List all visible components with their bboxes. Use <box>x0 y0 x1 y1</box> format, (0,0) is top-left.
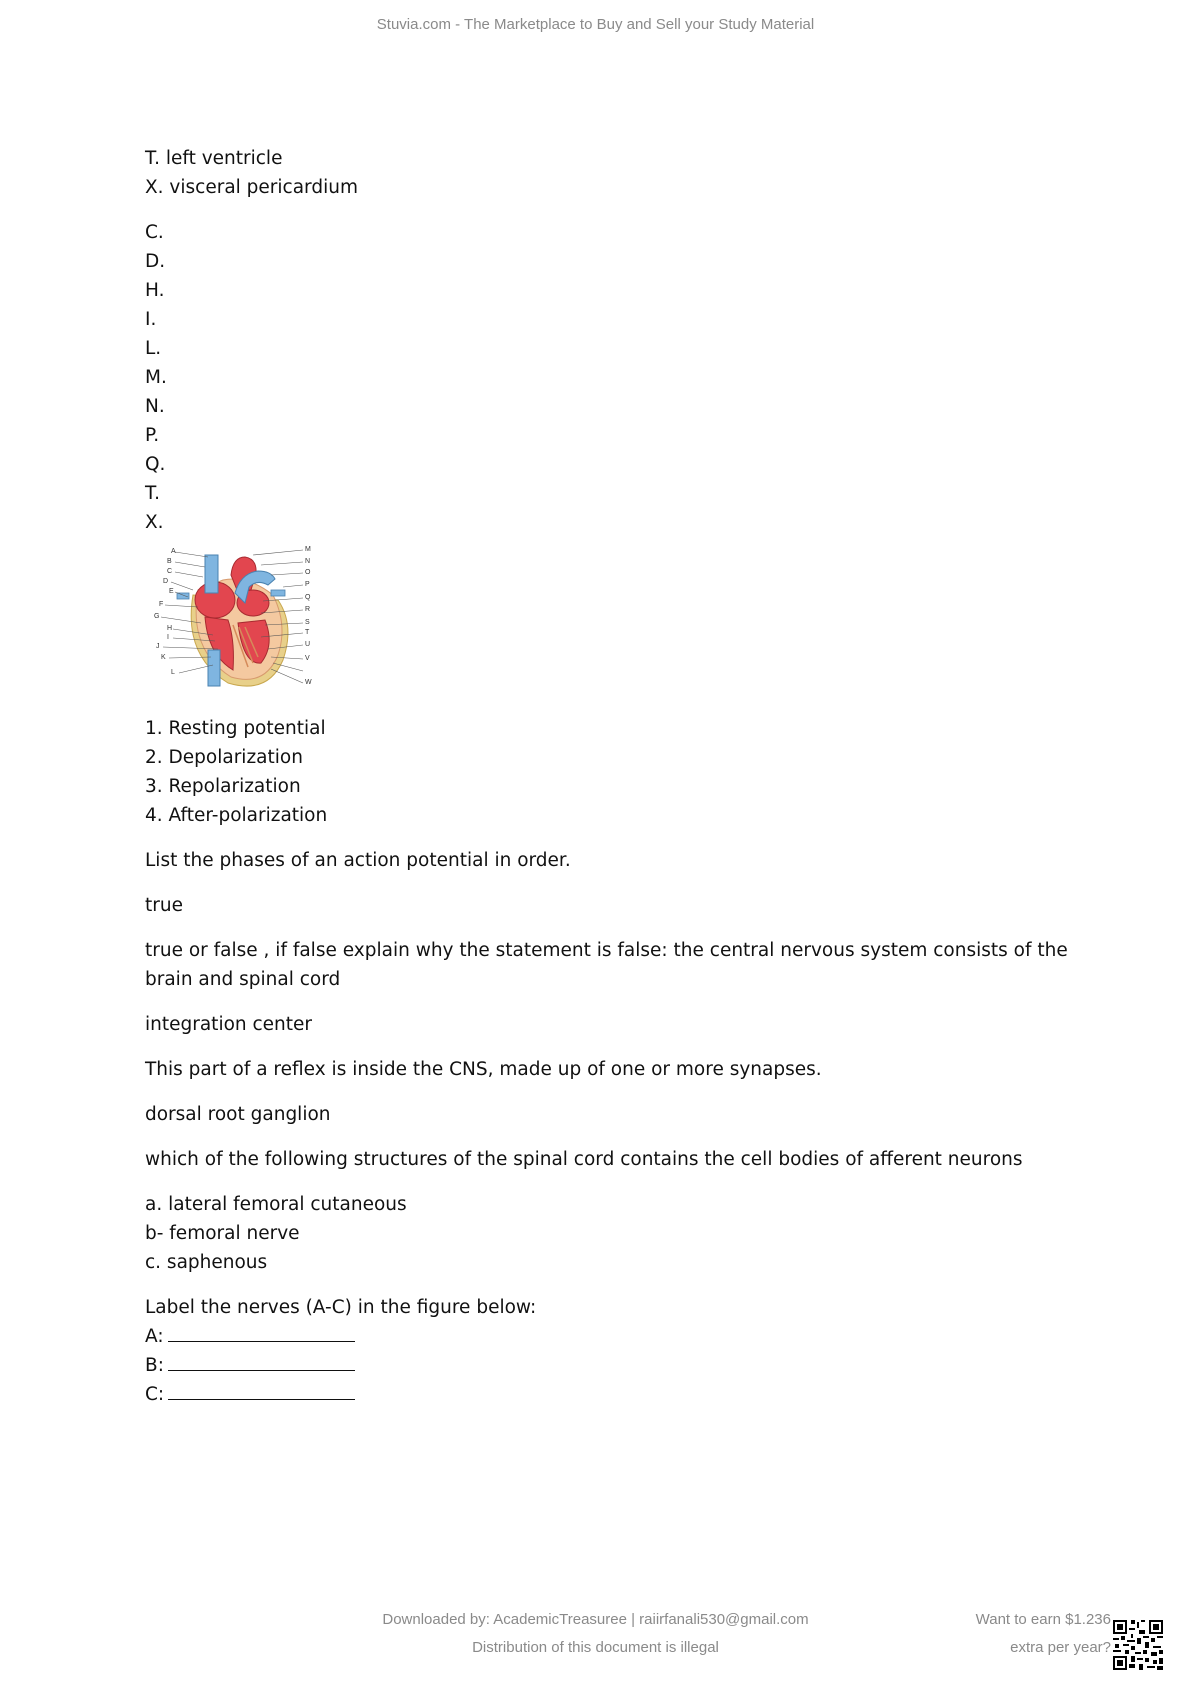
letter-item: D. <box>145 251 166 272</box>
letter-item: L. <box>145 338 162 359</box>
question-text: true or false , if false explain why the statement is false: the central nervous system consists of the brain and spinal cord <box>145 940 1068 990</box>
page-header: Stuvia.com - The Marketplace to Buy and Sell your Study Material <box>376 16 815 33</box>
blank-label: A: <box>145 1326 164 1347</box>
letter-item: I. <box>145 309 157 330</box>
figure-label: R <box>305 606 311 613</box>
phase-item: 2. Depolarization <box>145 747 303 768</box>
qr-code-icon[interactable] <box>1113 1620 1163 1670</box>
figure-label: B <box>167 558 172 565</box>
figure-label: I <box>167 634 169 641</box>
figure-label: H <box>167 625 173 632</box>
document-body <box>145 144 1095 1409</box>
figure-label: J <box>156 643 160 650</box>
answer-text: integration center <box>145 1014 313 1035</box>
letter-item: T. <box>145 483 160 504</box>
letter-item: P. <box>145 425 160 446</box>
question-text: which of the following structures of the spinal cord contains the cell bodies of afferent neurons <box>145 1149 1023 1170</box>
figure-label: C <box>167 568 173 575</box>
nerve-option: b- femoral nerve <box>145 1223 300 1244</box>
answer-line: X. visceral pericardium <box>145 177 358 198</box>
figure-label: M <box>305 546 311 553</box>
phase-item: 4. After-polarization <box>145 805 328 826</box>
blank-line-a <box>145 1322 1095 1351</box>
figure-label: W <box>305 679 312 686</box>
label-prompt: Label the nerves (A-C) in the figure below: <box>145 1297 537 1318</box>
letter-item: C. <box>145 222 164 243</box>
blank-line-b <box>145 1351 1095 1380</box>
figure-label: L <box>171 669 175 676</box>
question-text: List the phases of an action potential in order. <box>145 850 571 871</box>
blank-label: B: <box>145 1355 164 1376</box>
blank-line-c <box>145 1380 1095 1409</box>
figure-label: V <box>305 655 310 662</box>
figure-label: O <box>305 569 311 576</box>
answer-blank <box>168 1352 355 1371</box>
figure-label: K <box>161 654 166 661</box>
figure-label: Q <box>305 594 311 601</box>
footer-downloaded: Downloaded by: AcademicTreasuree | raiirfanali530@gmail.com <box>382 1611 809 1628</box>
phase-item: 1. Resting potential <box>145 718 326 739</box>
letter-item: M. <box>145 367 167 388</box>
figure-label: G <box>154 613 160 620</box>
letter-item: H. <box>145 280 165 301</box>
blank-label: C: <box>145 1384 165 1405</box>
figure-label: U <box>305 641 311 648</box>
figure-label: T <box>305 629 310 636</box>
figure-label: E <box>169 588 174 595</box>
answer-text: true <box>145 895 183 916</box>
phase-item: 3. Repolarization <box>145 776 301 797</box>
answer-blank <box>168 1323 355 1342</box>
question-text: This part of a reflex is inside the CNS, made up of one or more synapses. <box>145 1059 822 1080</box>
figure-label: D <box>163 578 169 585</box>
answer-blank <box>168 1381 355 1400</box>
letter-item: X. <box>145 512 164 533</box>
nerve-option: c. saphenous <box>145 1252 268 1273</box>
figure-label: P <box>305 581 310 588</box>
heart-diagram <box>153 545 328 700</box>
footer-earn-line1: Want to earn $1.236 <box>975 1611 1111 1628</box>
letter-item: N. <box>145 396 165 417</box>
nerve-option: a. lateral femoral cutaneous <box>145 1194 407 1215</box>
answer-text: dorsal root ganglion <box>145 1104 331 1125</box>
figure-label: F <box>159 601 164 608</box>
footer-distribution: Distribution of this document is illegal <box>472 1639 719 1656</box>
figure-label: N <box>305 558 311 565</box>
heart-illustration <box>153 545 328 700</box>
footer-earn-line2: extra per year? <box>1010 1639 1111 1656</box>
figure-label: S <box>305 619 310 626</box>
answer-line: T. left ventricle <box>145 148 283 169</box>
letter-item: Q. <box>145 454 166 475</box>
figure-label: A <box>171 548 176 555</box>
